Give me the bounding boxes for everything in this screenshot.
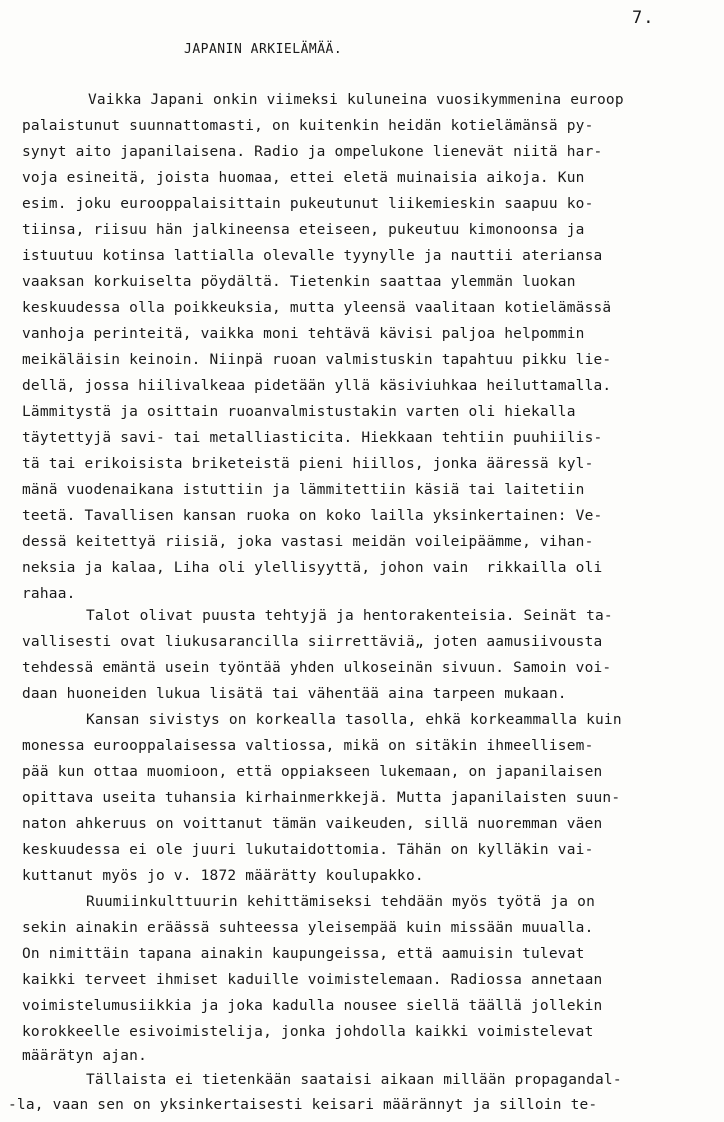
text-line: keskuudessa ei ole juuri lukutaidottomia. Tähän on kylläkin vai- [22, 842, 594, 858]
text-line: dellä, jossa hiilivalkeaa pidetään yllä käsiviuhkaa heiluttamalla. [22, 378, 612, 394]
text-line: teetä. Tavallisen kansan ruoka on koko lailla yksinkertainen: Ve- [22, 508, 603, 524]
text-line: neksia ja kalaa, Liha oli ylellisyyttä, johon vain rikkailla oli [22, 560, 603, 576]
text-line: -la, vaan sen on yksinkertaisesti keisari määrännyt ja silloin te- [8, 1097, 598, 1113]
text-line: naton ahkeruus on voittanut tämän vaikeuden, sillä nuoremman väen [22, 816, 603, 832]
text-line: istuutuu kotinsa lattialla olevalle tyynylle ja nauttii ateriansa [22, 248, 603, 264]
text-line: monessa eurooppalaisessa valtiossa, mikä on sitäkin ihmeellisem- [22, 738, 594, 754]
text-line: vallisesti ovat liukusarancilla siirrettäviä„ joten aamusiivousta [22, 634, 603, 650]
text-line: Kansan sivistys on korkealla tasolla, ehkä korkeammalla kuin [86, 712, 622, 728]
text-line: rahaa. [22, 586, 76, 602]
text-line: mänä vuodenaikana istuttiin ja lämmitettiin käsiä tai laitetiin [22, 482, 585, 498]
page-number: 7. [632, 8, 655, 28]
text-line: korokkeelle esivoimistelija, jonka johdolla kaikki voimistelevat [22, 1024, 594, 1040]
text-line: palaistunut suunnattomasti, on kuitenkin heidän kotielämänsä py- [22, 118, 594, 134]
text-line: kaikki terveet ihmiset kaduille voimistelemaan. Radiossa annetaan [22, 972, 603, 988]
document-title: JAPANIN ARKIELÄMÄÄ. [184, 42, 343, 57]
text-line: keskuudessa olla poikkeuksia, mutta yleensä vaalitaan kotielämässä [22, 300, 612, 316]
text-line: sekin ainakin eräässä suhteessa yleisempää kuin missään muualla. [22, 920, 594, 936]
text-line: vanhoja perinteitä, vaikka moni tehtävä kävisi paljoa helpommin [22, 326, 585, 342]
text-line: tiinsa, riisuu hän jalkineensa eteiseen, pukeutuu kimonoonsa ja [22, 222, 585, 238]
text-line: Vaikka Japani onkin viimeksi kuluneina vuosikymmenina euroop [88, 92, 624, 108]
text-line: tehdessä emäntä usein työntää yhden ulkoseinän sivuun. Samoin voi- [22, 660, 612, 676]
text-line: tä tai erikoisista briketeistä pieni hiillos, jonka ääressä kyl- [22, 456, 594, 472]
text-line: pää kun ottaa muomioon, että oppiakseen lukemaan, on japanilaisen [22, 764, 603, 780]
text-line: dessä keitettyä riisiä, joka vastasi meidän voileipäämme, vihan- [22, 534, 594, 550]
text-line: On nimittäin tapana ainakin kaupungeissa, että aamuisin tulevat [22, 946, 585, 962]
text-line: meikäläisin keinoin. Niinpä ruoan valmistuskin tapahtuu pikku lie- [22, 352, 612, 368]
text-line: voimistelumusiikkia ja joka kadulla nousee siellä täällä jollekin [22, 998, 603, 1014]
text-line: vaaksan korkuiselta pöydältä. Tietenkin saattaa ylemmän luokan [22, 274, 576, 290]
text-line: opittava useita tuhansia kirhainmerkkejä. Mutta japanilaisten suun- [22, 790, 621, 806]
text-line: esim. joku eurooppalaisittain pukeutunut liikemieskin saapuu ko- [22, 196, 594, 212]
text-line: Tällaista ei tietenkään saataisi aikaan millään propagandal- [86, 1072, 622, 1088]
text-line: täytettyjä savi- tai metalliasticita. Hiekkaan tehtiin puuhiilis- [22, 430, 603, 446]
text-line: kuttanut myös jo v. 1872 määrätty koulupakko. [22, 868, 424, 884]
text-line: synyt aito japanilaisena. Radio ja ompelukone lienevät niitä har- [22, 144, 603, 160]
text-line: Lämmitystä ja osittain ruoanvalmistustakin varten oli hiekalla [22, 404, 576, 420]
text-line: Ruumiinkulttuurin kehittämiseksi tehdään myös työtä ja on [86, 894, 595, 910]
text-line: määrätyn ajan. [22, 1048, 148, 1064]
text-line: daan huoneiden lukua lisätä tai vähentää aina tarpeen mukaan. [22, 686, 567, 702]
text-line: Talot olivat puusta tehtyjä ja hentorakenteisia. Seinät ta- [86, 608, 613, 624]
text-line: voja esineitä, joista huomaa, ettei eletä muinaisia aikoja. Kun [22, 170, 585, 186]
